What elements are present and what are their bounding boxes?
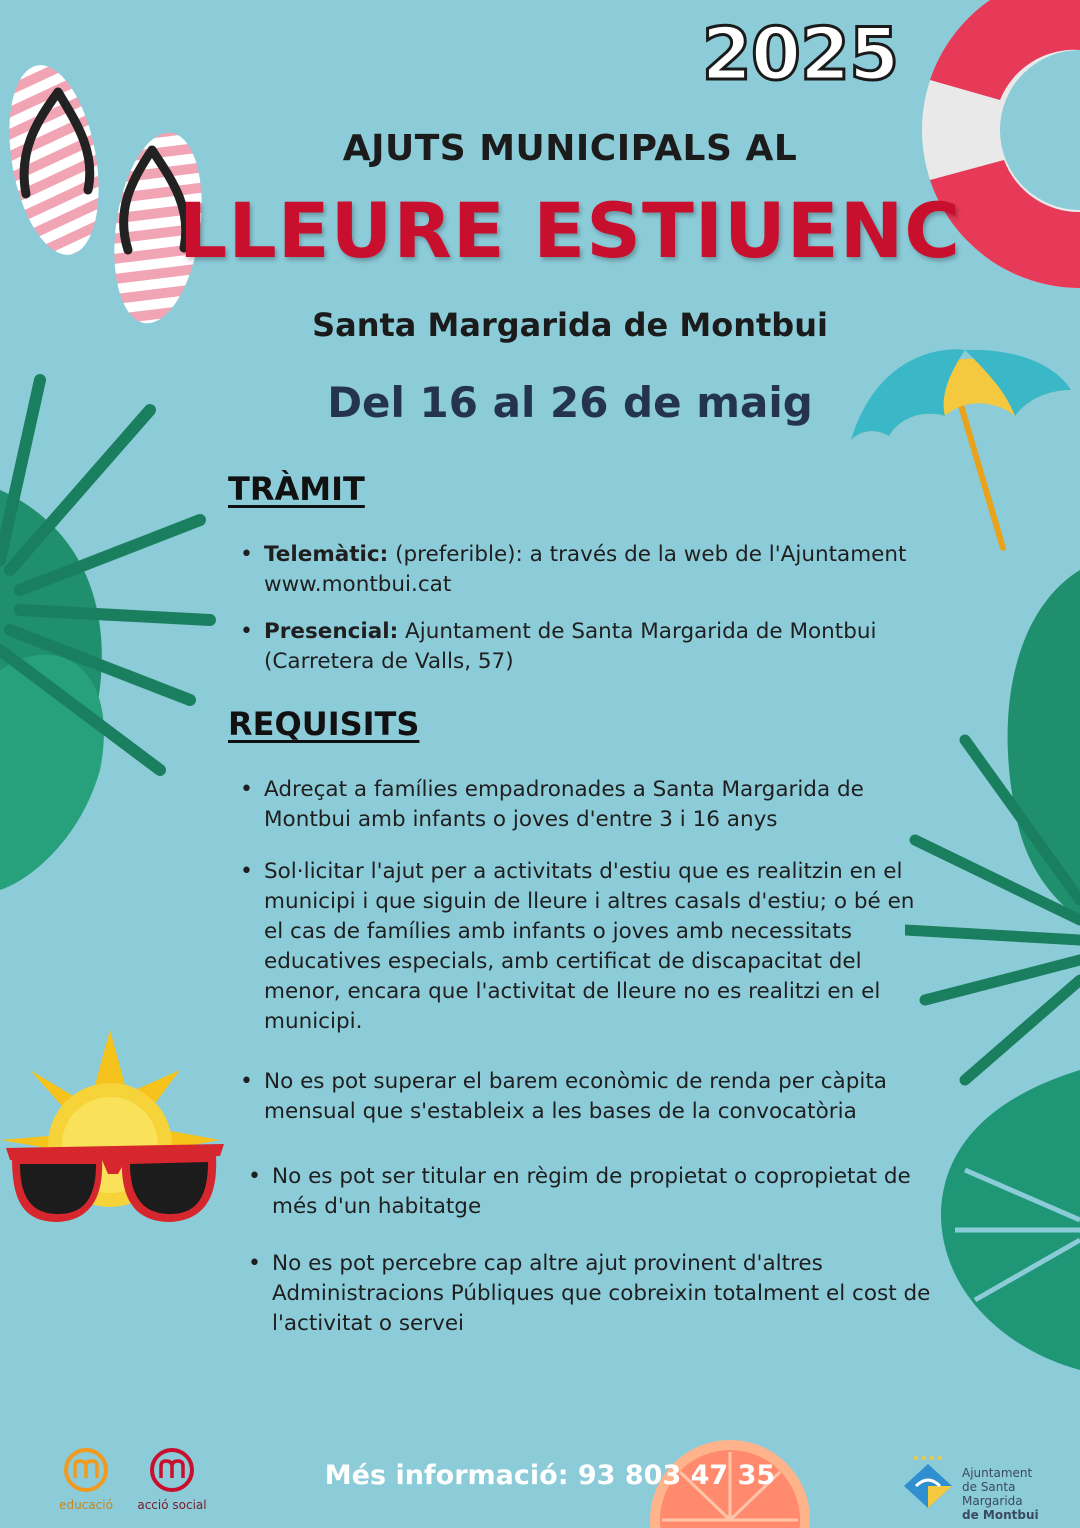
kicker-title: AJUTS MUNICIPALS AL xyxy=(342,128,798,169)
item-text: Ajuntament de Santa Margarida de Montbui (Carretera de Valls, 57) xyxy=(264,619,877,674)
list-item: • No es pot superar el barem econòmic de renda per càpita mensual que s'estableix a les bases de la convocatòria xyxy=(228,1067,938,1127)
m-logo-icon xyxy=(62,1446,110,1494)
list-item: • No es pot percebre cap altre ajut provinent d'altres Administracions Públiques que cobreixin totalment el cost de l'activitat o servei xyxy=(236,1249,946,1339)
item-text: (preferible): a través de la web de l'Ajuntament www.montbui.cat xyxy=(264,542,907,597)
town-logo-line: Ajuntament xyxy=(962,1466,1033,1480)
item-label: Presencial: xyxy=(264,619,399,644)
town-crest-icon xyxy=(902,1456,954,1512)
logo-label: acció social xyxy=(137,1498,207,1512)
logo-educacio xyxy=(56,1446,116,1512)
section-title-tramit: TRÀMIT xyxy=(228,470,365,508)
town-hall-logo xyxy=(902,1452,1078,1522)
town-logo-line: de Santa Margarida xyxy=(962,1480,1023,1508)
list-item xyxy=(228,617,908,677)
year: 2025 xyxy=(701,12,899,96)
item-label: Telemàtic: xyxy=(264,542,389,567)
logo-accio-social xyxy=(132,1446,212,1512)
town-logo-text xyxy=(962,1466,1078,1522)
m-logo-icon xyxy=(148,1446,196,1494)
list-item: • Sol·licitar l'ajut per a activitats d'estiu que es realitzin en el municipi i que siguin de lleure i altres casals d'estiu; o bé en el cas de famílies amb infants o joves amb necessitats educatives especials, amb certificat de discapacitat del menor, encara que l'activitat de lleure no es realitzi en el municipi. xyxy=(228,857,938,1037)
umbrella-icon xyxy=(845,340,1075,555)
requisits-list xyxy=(228,775,938,1339)
section-title-requisits: REQUISITS xyxy=(228,705,420,743)
date-range: Del 16 al 26 de maig xyxy=(327,378,813,427)
more-info-phone: Més informació: 93 803 47 35 xyxy=(324,1460,776,1491)
logo-label: educació xyxy=(59,1498,113,1512)
sunglasses-icon xyxy=(0,1138,230,1233)
tramit-list xyxy=(228,540,908,677)
list-item xyxy=(228,540,908,600)
list-item: • No es pot ser titular en règim de propietat o copropietat de més d'un habitatge xyxy=(236,1162,946,1222)
headline: LLEURE ESTIUENC xyxy=(178,186,962,275)
town-name: Santa Margarida de Montbui xyxy=(312,306,828,344)
palm-leaf-icon xyxy=(0,370,230,890)
town-logo-line: de Montbui xyxy=(962,1508,1039,1522)
list-item: • Adreçat a famílies empadronades a Santa Margarida de Montbui amb infants o joves d'entre 3 i 16 anys xyxy=(228,775,938,835)
